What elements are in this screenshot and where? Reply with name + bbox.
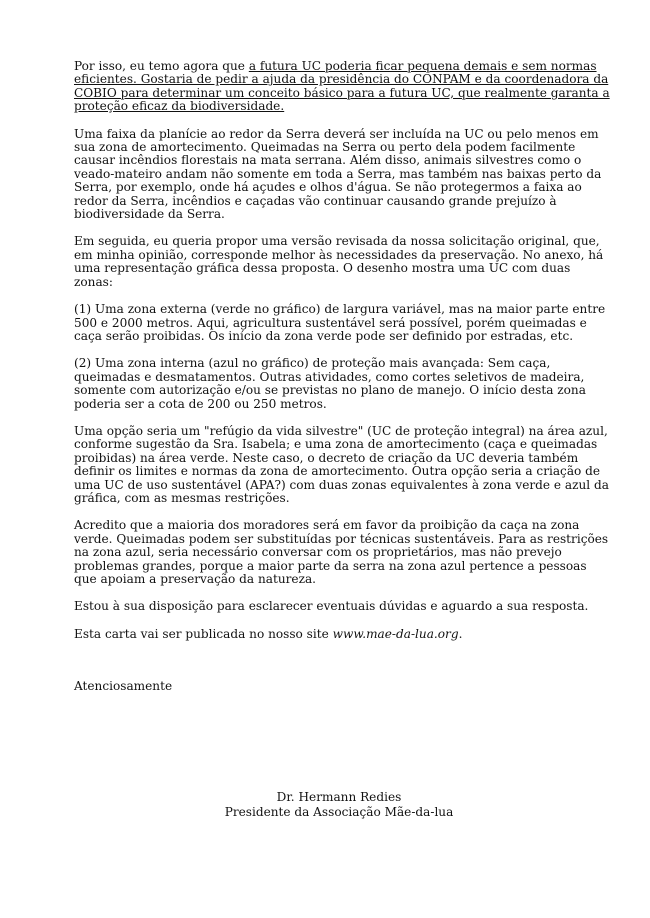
- paragraph-options: Uma opção seria um "refúgio da vida silvestre" (UC de proteção integral) na área azul, conforme sugestão da Sra. Isabela; e uma zona de amortecimento (caça e queimadas proibidas) na área verde. Neste caso, o decreto de criação da UC deveria também definir os limites e normas da zona de amortecimento. Outra opção seria a criação de uma UC de uso sustentável (APA?) com duas zonas equivalentes à zona verde e azul da gráfica, com as mesmas restrições.: [74, 423, 609, 505]
- signature-block: [74, 790, 604, 819]
- paragraph-concern-underlined: a futura UC poderia ficar pequena demais e sem normas eficientes. Gostaria de pedir a ajuda da presidência do CONPAM e da coordenadora da COBIO para determinar um conceito básico para a futura UC, que realmente garanta a proteção eficaz da biodiversidade.: [74, 59, 610, 114]
- signer-title: Presidente da Associação Mãe-da-lua: [224, 804, 454, 819]
- website-text: www.mae-da-lua.org: [332, 626, 459, 641]
- paragraph-concern: [74, 60, 610, 114]
- paragraph-outer-zone: (1) Uma zona externa (verde no gráfico) de largura variável, mas na maior parte entre 500 e 2000 metros. Aqui, agricultura sustentável será possível, porém queimadas e caça serão proibidas. Os início da zona verde pode ser definido por estradas, etc.: [74, 302, 606, 343]
- paragraph-revised-proposal: Em seguida, eu queria propor uma versão revisada da nossa solicitação original, que, em minha opinião, corresponde melhor às necessidades da preservação. No anexo, há uma representação gráfica dessa proposta. O desenho mostra uma UC com duas zonas:: [74, 234, 604, 289]
- closing-salutation: Atenciosamente: [74, 679, 173, 694]
- paragraph-publication-end: .: [458, 626, 463, 641]
- paragraph-concern-intro: Por isso, eu temo agora que: [74, 59, 249, 73]
- paragraph-plain-strip: Uma faixa da planície ao redor da Serra deverá ser incluída na UC ou pelo menos em sua zona de amortecimento. Queimadas na Serra ou perto dela podem facilmente causar incêndios florestais na mata serrana. Além disso, animais silvestres como o veado-mateiro andam não somente em toda a Serra, mas também nas baixas perto da Serra, por exemplo, onde há açudes e olhos d'água. Se não protegermos a faixa ao redor da Serra, incêndios e caçadas vão continuar causando grande prejuízo à biodiversidade da Serra.: [74, 126, 602, 222]
- signer-name: Dr. Hermann Redies: [276, 790, 402, 804]
- paragraph-residents: Acredito que a maioria dos moradores será em favor da proibição da caça na zona verde. Queimadas podem ser substituídas por técnicas sustentáveis. Para as restrições na zona azul, seria necessário conversar com os proprietários, mas não prevejo problemas grandes, porque a maior parte da serra na zona azul pertence a pessoas que apoiam a preservação da natureza.: [74, 518, 609, 586]
- letter-body: [74, 60, 610, 708]
- paragraph-availability: Estou à sua disposição para esclarecer eventuais dúvidas e aguardo a sua resposta.: [74, 599, 589, 614]
- paragraph-publication: [74, 628, 610, 641]
- paragraph-inner-zone: (2) Uma zona interna (azul no gráfico) de proteção mais avançada: Sem caça, queimadas e desmatamentos. Outras atividades, como cortes seletivos de madeira, somente com autorização e/ou se previstas no plano de manejo. O início desta zona poderia ser a cota de 200 ou 250 metros.: [74, 356, 586, 411]
- paragraph-publication-intro: Esta carta vai ser publicada no nosso site: [74, 626, 333, 641]
